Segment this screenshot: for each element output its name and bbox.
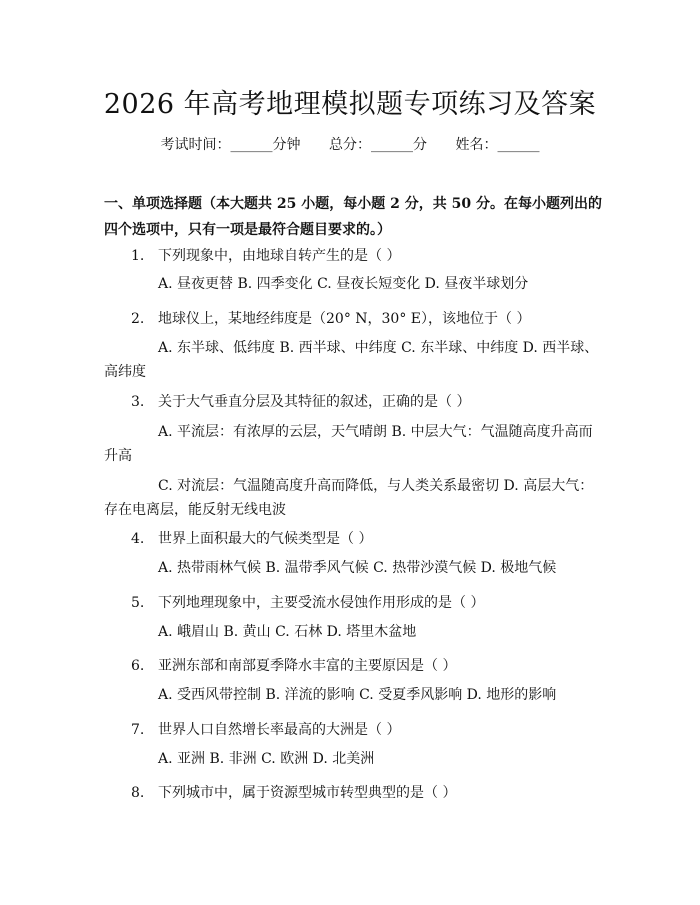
page-title: 2026 年高考地理模拟题专项练习及答案 <box>103 89 597 120</box>
exam-time-field: 考试时间：______分钟 <box>160 137 301 153</box>
question-4 <box>131 528 372 548</box>
question-number: 3. <box>131 394 145 410</box>
question-number: 4. <box>131 531 145 547</box>
question-7 <box>131 719 400 739</box>
total-score-field: 总分：______分 <box>329 137 427 153</box>
question-stem: 亚洲东部和南部夏季降水丰富的主要原因是（ ） <box>158 658 457 674</box>
question-stem: 世界人口自然增长率最高的大洲是（ ） <box>158 722 401 738</box>
question-stem: 下列城市中，属于资源型城市转型典型的是（ ） <box>158 785 457 801</box>
exam-meta <box>0 134 700 154</box>
question-number: 8. <box>131 785 145 801</box>
question-stem: 关于大气垂直分层及其特征的叙述，正确的是（ ） <box>158 394 471 410</box>
question-6 <box>131 655 456 675</box>
question-7-options: A. 亚洲 B. 非洲 C. 欧洲 D. 北美洲 <box>158 751 375 767</box>
question-3 <box>131 391 470 411</box>
question-stem: 下列地理现象中，主要受流水侵蚀作用形成的是（ ） <box>158 595 485 611</box>
question-5-options: A. 峨眉山 B. 黄山 C. 石林 D. 塔里木盆地 <box>158 624 417 640</box>
question-1 <box>131 245 400 265</box>
question-number: 6. <box>131 658 145 674</box>
question-stem: 下列现象中，由地球自转产生的是（ ） <box>158 248 401 264</box>
section-heading: 一、单项选择题（本大题共 25 小题，每小题 2 分，共 50 分。在每小题列出的四个选项中，只有一项是最符合题目要求的。） <box>104 196 602 238</box>
question-4-options: A. 热带雨林气候 B. 温带季风气候 C. 热带沙漠气候 D. 极地气候 <box>158 560 557 576</box>
question-stem: 地球仪上，某地经纬度是（20° N，30° E），该地位于（ ） <box>158 311 531 327</box>
question-1-options: A. 昼夜更替 B. 四季变化 C. 昼夜长短变化 D. 昼夜半球划分 <box>158 276 529 292</box>
question-number: 7. <box>131 722 145 738</box>
question-3-options-cd: C. 对流层：气温随高度升高而降低，与人类关系最密切 D. 高层大气：存在电离层，能反射无线电波 <box>104 478 594 518</box>
question-number: 1. <box>131 248 145 264</box>
question-6-options: A. 受西风带控制 B. 洋流的影响 C. 受夏季风影响 D. 地形的影响 <box>158 687 557 703</box>
question-8 <box>131 782 456 802</box>
student-name-field: 姓名：______ <box>455 137 540 153</box>
question-2 <box>131 308 530 328</box>
question-5 <box>131 592 484 612</box>
question-3-options-ab: A. 平流层：有浓厚的云层，天气晴朗 B. 中层大气：气温随高度升高而升高 <box>104 424 593 464</box>
question-2-options: A. 东半球、低纬度 B. 西半球、中纬度 C. 东半球、中纬度 D. 西半球、高纬度 <box>104 340 599 380</box>
question-number: 2. <box>131 311 145 327</box>
question-number: 5. <box>131 595 145 611</box>
question-stem: 世界上面积最大的气候类型是（ ） <box>158 531 373 547</box>
